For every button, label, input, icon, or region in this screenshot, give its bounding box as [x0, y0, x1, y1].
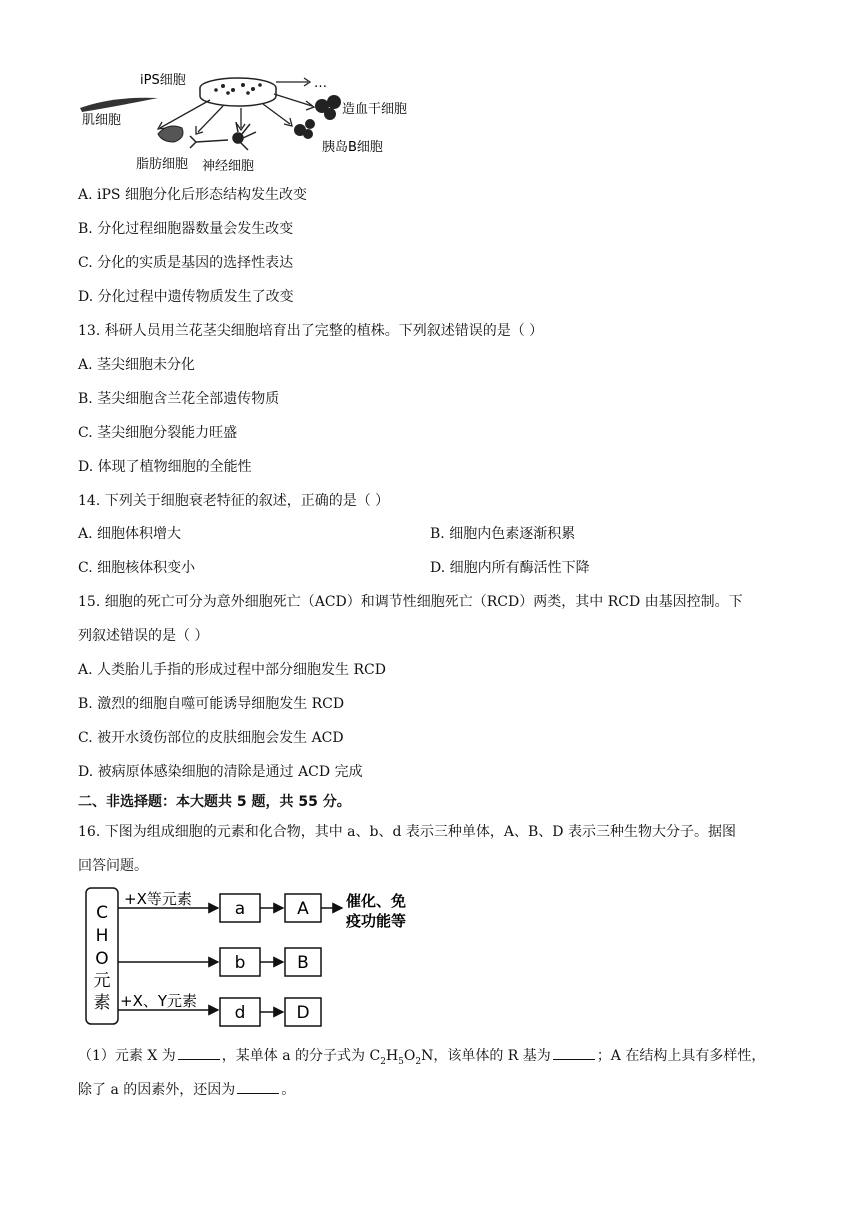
q15-option-a: A. 人类胎儿手指的形成过程中部分细胞发生 RCD: [78, 662, 386, 678]
nerve-cell-label: 神经细胞: [202, 159, 255, 174]
q16-sub1-line1: [78, 1047, 765, 1071]
more-ellipsis: …: [314, 76, 327, 91]
q15-stem-line1: 15. 细胞的死亡可分为意外细胞死亡（ACD）和调节性细胞死亡（RCD）两类，其中 RCD 由基因控制。下: [78, 594, 743, 610]
cho-char-2: H: [95, 926, 109, 946]
q16-stem-line2: 回答问题。: [78, 858, 148, 874]
islet-b-cell-icon: [294, 119, 315, 139]
formula-sub-o: 2: [415, 1056, 422, 1067]
formula-sub-h: 5: [398, 1056, 404, 1067]
q15-option-d: D. 被病原体感染细胞的清除是通过 ACD 完成: [78, 764, 363, 780]
q14-option-a: A. 细胞体积增大: [78, 526, 182, 542]
function-line-2: 疫功能等: [346, 912, 407, 930]
q13-option-b: B. 茎尖细胞含兰花全部遗传物质: [78, 391, 280, 407]
petri-dish-icon: [200, 78, 276, 106]
answer-blank-r-group[interactable]: [553, 1047, 595, 1060]
cho-char-1: C: [96, 903, 108, 923]
q16-sub1-text-5: 除了 a 的因素外，还因为: [78, 1082, 236, 1098]
blood-stem-cell-label: 造血干细胞: [342, 102, 408, 117]
formula-sub-c: 2: [380, 1056, 386, 1067]
fat-cell-label: 脂肪细胞: [136, 157, 189, 172]
ips-differentiation-figure: [78, 66, 438, 176]
monomer-b: b: [234, 953, 246, 973]
q15-stem-line2: 列叙述错误的是（ ）: [78, 628, 209, 644]
q16-sub1-text-3: N，该单体的 R 基为: [421, 1048, 551, 1064]
q16-stem-line1: 16. 下图为组成细胞的元素和化合物，其中 a、b、d 表示三种单体，A、B、D 表示三种生物大分子。据图: [78, 824, 736, 840]
q12-option-a: A. iPS 细胞分化后形态结构发生改变: [78, 187, 307, 203]
q14-option-b: B. 细胞内色素逐渐积累: [430, 526, 576, 542]
q13-option-c: C. 茎尖细胞分裂能力旺盛: [78, 425, 238, 441]
q16-sub1-line2: [78, 1081, 295, 1099]
q16-sub1-text-1: （1）元素 X 为: [78, 1048, 176, 1064]
q14-option-c: C. 细胞核体积变小: [78, 560, 196, 576]
formula-h: H: [385, 1048, 399, 1064]
cho-char-4: 元: [93, 971, 111, 991]
q16-sub1-text-4: ；A 在结构上具有多样性，: [596, 1048, 766, 1064]
q12-option-c: C. 分化的实质是基因的选择性表达: [78, 255, 294, 271]
islet-b-cell-label: 胰岛B细胞: [322, 140, 383, 155]
q13-option-d: D. 体现了植物细胞的全能性: [78, 459, 252, 475]
row1-element-label: +X等元素: [124, 890, 192, 908]
macromolecule-d: D: [296, 1003, 310, 1023]
cho-char-5: 素: [93, 993, 111, 1013]
section-heading: 二、非选择题：本大题共 5 题，共 55 分。: [78, 794, 351, 810]
function-line-1: 催化、免: [346, 892, 407, 910]
blood-stem-cell-icon: [315, 95, 341, 120]
answer-blank-diversity[interactable]: [237, 1081, 279, 1094]
q14-stem: 14. 下列关于细胞衰老特征的叙述，正确的是（ ）: [78, 493, 390, 509]
muscle-cell-label: 肌细胞: [82, 113, 122, 128]
nerve-cell-icon: [190, 122, 256, 150]
muscle-cell-icon: [80, 98, 158, 112]
q16-sub1-text-6: 。: [281, 1082, 296, 1098]
q12-option-d: D. 分化过程中遗传物质发生了改变: [78, 289, 294, 305]
monomer-a: a: [234, 899, 246, 919]
cho-char-3: O: [95, 949, 109, 969]
formula-o: O: [403, 1048, 416, 1064]
row3-element-label: +X、Y元素: [120, 992, 198, 1010]
q15-option-c: C. 被开水烫伤部位的皮肤细胞会发生 ACD: [78, 730, 344, 746]
macromolecule-b: B: [297, 953, 309, 973]
q16-sub1-text-2: ，某单体 a 的分子式为 C: [221, 1048, 381, 1064]
q13-option-a: A. 茎尖细胞未分化: [78, 357, 196, 373]
macromolecule-a: A: [297, 899, 309, 919]
monomer-d: d: [234, 1003, 246, 1023]
q13-stem: 13. 科研人员用兰花茎尖细胞培育出了完整的植株。下列叙述错误的是（ ）: [78, 323, 544, 339]
q15-option-b: B. 激烈的细胞自噬可能诱导细胞发生 RCD: [78, 696, 345, 712]
answer-blank-x[interactable]: [178, 1047, 220, 1060]
q14-option-d: D. 细胞内所有酶活性下降: [430, 560, 590, 576]
ips-label: iPS细胞: [140, 73, 186, 88]
q12-option-b: B. 分化过程细胞器数量会发生改变: [78, 221, 294, 237]
element-compound-diagram: [84, 886, 424, 1028]
